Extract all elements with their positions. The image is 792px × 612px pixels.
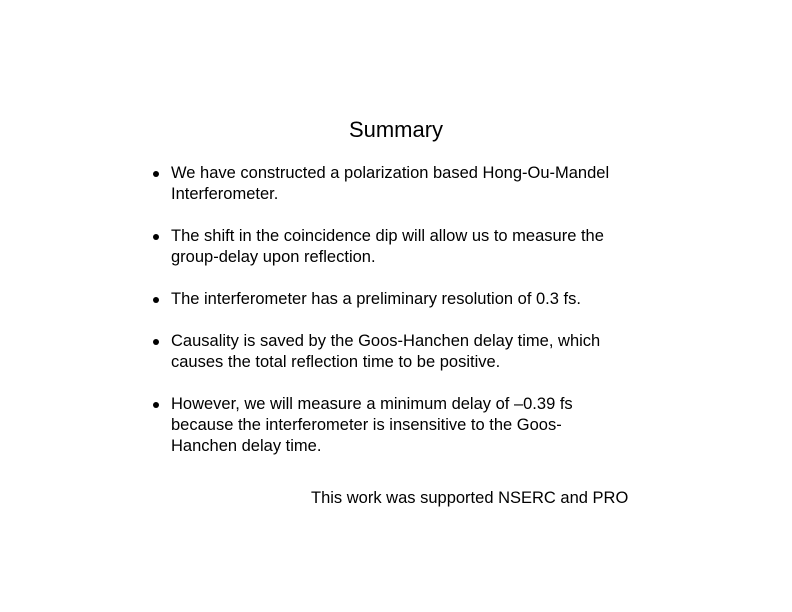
bullet-dot-icon <box>153 171 159 177</box>
bullet-dot-icon <box>153 402 159 408</box>
bullet-text: However, we will measure a minimum delay of –0.39 fs because the interferometer is insensitive to the Goos- Hanchen delay time. <box>171 395 573 455</box>
bullet-dot-icon <box>153 339 159 345</box>
slide-title: Summary <box>348 117 444 142</box>
bullet-item <box>150 289 670 310</box>
bullet-dot-icon <box>153 297 159 303</box>
bullet-item <box>150 331 670 373</box>
bullet-text: The shift in the coincidence dip will allow us to measure the group-delay upon reflection. <box>171 227 604 266</box>
bullet-dot-icon <box>153 234 159 240</box>
bullet-item <box>150 163 670 205</box>
bullet-text: We have constructed a polarization based Hong-Ou-Mandel Interferometer. <box>171 164 610 203</box>
bullet-item <box>150 394 670 457</box>
bullet-list <box>150 163 670 478</box>
bullet-text: The interferometer has a preliminary resolution of 0.3 fs. <box>171 290 581 308</box>
acknowledgement-footer: This work was supported NSERC and PRO <box>311 489 629 507</box>
bullet-text: Causality is saved by the Goos-Hanchen delay time, which causes the total reflection time to be positive. <box>171 332 601 371</box>
bullet-item <box>150 226 670 268</box>
